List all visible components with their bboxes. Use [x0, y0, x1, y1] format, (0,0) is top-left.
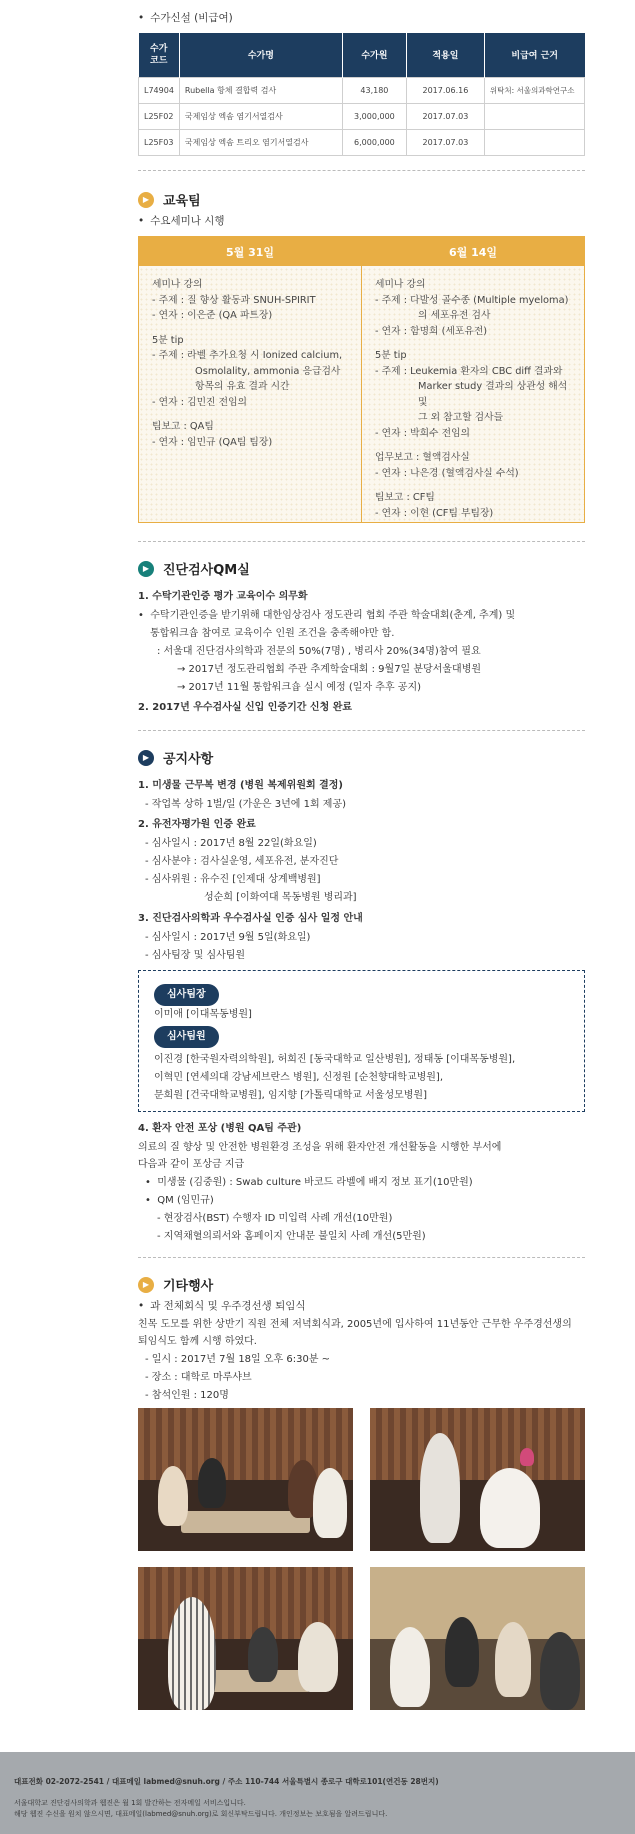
seminar-line: Osmolality, ammonia 응급검사 — [195, 365, 341, 377]
divider — [138, 170, 585, 171]
seminar-line: - 연자 : 김민진 전임의 — [152, 396, 248, 408]
event-photo — [370, 1567, 585, 1710]
seminar-line: - 연자 : 이은준 (QA 파트장) — [152, 310, 273, 321]
seminar-line: - 주제 : 라벨 추가요청 시 Ionized calcium, — [152, 350, 343, 361]
review-member-line: 문희원 [건국대학교병원], 임지향 [가톨릭대학교 서울성모병원] — [154, 1090, 427, 1101]
table-row — [139, 77, 585, 103]
review-lead: 이미애 [이대목동병원] — [154, 1009, 252, 1020]
seminar-line: 그 외 참고할 검사들 — [418, 412, 504, 423]
notice-line: - 심사팀장 및 심사팀원 — [145, 950, 246, 961]
table-cell — [484, 129, 584, 155]
notice-heading-3: 3. 진단검사의학과 우수검사실 인증 심사 일정 안내 — [138, 913, 363, 924]
footer — [0, 1752, 635, 1834]
seminar-line: 5분 tip — [375, 350, 407, 361]
table-cell: 6,000,000 — [342, 129, 406, 155]
qm-section-title — [138, 559, 250, 578]
seminar-line: 팀보고 : CF팀 — [375, 492, 435, 503]
seminar-line: - 연자 : 나은경 (혈액검사실 수석) — [375, 467, 519, 479]
seminar-body-left — [139, 266, 361, 450]
review-team-box — [138, 970, 585, 1112]
notice-line-text: QM (임민규) — [157, 1195, 214, 1206]
notice-heading-2: 2. 유전자평가원 인증 완료 — [138, 819, 256, 830]
edu-title-text: 교육팀 — [163, 194, 201, 209]
footer-note: 서울대학교 진단검사의학과 웹진은 월 1회 발간하는 전자메일 서비스입니다. — [14, 1799, 246, 1807]
qm-line-text: 수탁기관인증을 받기위해 대한임상검사 정도관리 협회 주관 학술대회(춘계, 추계) 및 — [150, 610, 516, 621]
notice-line-text: 미생물 (김중원) : Swab culture 바코드 라벨에 배지 정보 표기(10만원) — [157, 1177, 473, 1188]
etc-line: - 일시 : 2017년 7월 18일 오후 6:30분 ~ — [145, 1354, 331, 1365]
etc-line: 친목 도모를 위한 상반기 직원 전체 저녁회식과, 2005년에 입사하여 11년동안 근무한 우주경선생의 — [138, 1319, 572, 1330]
qm-line: : 서울대 진단검사의학과 전문의 50%(7명) , 병리사 20%(34명)참여 필요 — [157, 646, 481, 657]
notice-title-text: 공지사항 — [163, 752, 214, 767]
seminar-line — [152, 324, 349, 333]
chevron-right-icon: ▶ — [138, 192, 154, 208]
seminar-col-right — [361, 237, 584, 522]
notice-line: - 심사분야 : 검사실운영, 세포유전, 분자진단 — [145, 856, 339, 867]
fee-table — [138, 33, 585, 156]
bullet-icon: • — [145, 1195, 158, 1206]
notice-heading-4: 4. 환자 안전 포상 (병원 QA팀 주관) — [138, 1123, 302, 1134]
table-cell: L25F02 — [139, 103, 180, 129]
notice-line: - 작업복 상하 1벌/일 (가운은 3년에 1회 제공) — [145, 799, 347, 810]
notice-line: - 심사일시 : 2017년 9월 5일(화요일) — [145, 932, 311, 943]
fee-header-name: 수가명 — [179, 33, 342, 77]
seminar-line — [375, 481, 572, 490]
event-photo — [370, 1408, 585, 1551]
notice-heading-1: 1. 미생물 근무복 변경 (병원 복제위원회 결정) — [138, 780, 344, 791]
review-member-line: 이진경 [한국원자력의학원], 허희진 [동국대학교 일산병원], 정태동 [이대목동병원], — [154, 1054, 516, 1065]
etc-line: - 장소 : 대학로 마루샤브 — [145, 1372, 252, 1383]
bullet-icon: • — [138, 610, 151, 621]
review-lead-badge: 심사팀장 — [154, 984, 219, 1006]
footer-contact-text: 대표전화 02-2072-2541 / 대표메일 labmed@snuh.org / 주소 110-744 서울특별시 종로구 대학로101(연건동 28번지) — [14, 1777, 439, 1786]
divider — [138, 1257, 585, 1258]
qm-line — [138, 607, 515, 625]
seminar-line: 5분 tip — [152, 334, 184, 346]
notice-line: 의료의 질 향상 및 안전한 병원환경 조성을 위해 환자안전 개선활동을 시행한 부서에 — [138, 1142, 502, 1153]
seminar-line — [375, 339, 572, 348]
review-member-badge: 심사팀원 — [154, 1026, 219, 1048]
seminar-line: 세미나 강의 — [152, 279, 203, 290]
seminar-col-left — [139, 237, 361, 522]
notice-line: - 현장검사(BST) 수행자 ID 미입력 사례 개선(10만원) — [157, 1213, 393, 1224]
seminar-line: - 연자 : 함명희 (세포유전) — [375, 325, 488, 337]
seminar-body-right — [362, 266, 584, 521]
etc-line: 퇴임식도 함께 시행 하였다. — [138, 1336, 257, 1347]
seminar-box — [138, 236, 585, 523]
seminar-line — [375, 441, 572, 450]
qm-heading-1: 1. 수탁기관인증 평가 교육이수 의무화 — [138, 591, 308, 602]
table-cell: 2017.07.03 — [406, 129, 484, 155]
event-photo — [138, 1408, 353, 1551]
qm-line: → 2017년 정도관리협회 주관 추계학술대회 : 9월7일 분당서울대병원 — [177, 664, 482, 675]
table-cell — [484, 103, 584, 129]
qm-line: 통합워크숍 참여로 교육이수 인원 조건을 충족해야만 함. — [150, 628, 395, 639]
bullet-icon: • — [145, 1177, 158, 1188]
seminar-line: - 연자 : 임민규 (QA팀 팀장) — [152, 436, 273, 448]
fee-header-code: 수가 코드 — [139, 33, 180, 77]
seminar-line: - 주제 : 질 향상 활동과 SNUH-SPIRIT — [152, 294, 316, 306]
seminar-line: - 주제 : Leukemia 환자의 CBC diff 결과와 — [375, 365, 563, 377]
fee-header-basis: 비급여 근거 — [484, 33, 584, 77]
table-cell: 국제임상 엑솜 트리오 염기서열검사 — [179, 129, 342, 155]
seminar-line: 업무보고 : 혈액검사실 — [375, 452, 470, 463]
table-cell: 국제임상 엑솜 염기서열검사 — [179, 103, 342, 129]
notice-line — [145, 1174, 473, 1192]
divider — [138, 541, 585, 542]
fee-section-title: • 수가신설 (비급여) — [138, 10, 233, 25]
footer-contact — [14, 1776, 635, 1788]
event-photo — [138, 1567, 353, 1710]
seminar-date-right: 6월 14일 — [362, 237, 584, 266]
seminar-line: - 주제 : 다발성 골수종 (Multiple myeloma) — [375, 294, 569, 306]
footer-note: 해당 웹진 수신을 원치 않으시면, 대표메일(labmed@snuh.org)로 회신부탁드립니다. 개인정보는 보호됨을 알려드립니다. — [14, 1810, 388, 1818]
chevron-right-icon: ▶ — [138, 750, 154, 766]
notice-line: - 지역채혈의뢰서와 홈페이지 안내문 불일치 사례 개선(5만원) — [157, 1231, 426, 1242]
table-cell: 3,000,000 — [342, 103, 406, 129]
seminar-line: - 연자 : 이현 (CF팀 부팀장) — [375, 507, 494, 519]
table-cell: 위탁처: 서울의과학연구소 — [484, 77, 584, 103]
etc-subtitle: • 과 전체회식 및 우주경선생 퇴임식 — [138, 1298, 306, 1313]
seminar-line: 팀보고 : QA팀 — [152, 421, 214, 432]
table-row — [139, 129, 585, 155]
seminar-line: 항목의 유효 결과 시간 — [195, 381, 290, 392]
seminar-line: Marker study 결과의 상관성 해석 및 — [418, 381, 568, 408]
seminar-line — [152, 410, 349, 419]
etc-title-text: 기타행사 — [163, 1279, 214, 1294]
notice-line: 성순희 [이화여대 목동병원 병리과] — [204, 892, 357, 903]
edu-subtitle: • 수요세미나 시행 — [138, 213, 225, 228]
edu-section-title — [138, 190, 201, 209]
qm-title-text: 진단검사QM실 — [163, 563, 250, 578]
table-row — [139, 103, 585, 129]
qm-line: → 2017년 11월 통합워크숍 실시 예정 (일자 추후 공지) — [177, 682, 422, 693]
notice-section-title — [138, 748, 213, 767]
notice-line: - 심사위원 : 유수진 [인제대 상계백병원] — [145, 874, 321, 885]
chevron-right-icon: ▶ — [138, 561, 154, 577]
review-member-line: 이혁민 [연세의대 강남세브란스 병원], 신정원 [순천향대학교병원], — [154, 1072, 444, 1083]
notice-line: 다음과 같이 포상금 지급 — [138, 1159, 245, 1170]
divider — [138, 730, 585, 731]
seminar-date-left: 5월 31일 — [139, 237, 361, 266]
qm-heading-2: 2. 2017년 우수검사실 신입 인증기간 신청 완료 — [138, 702, 353, 713]
table-cell: 43,180 — [342, 77, 406, 103]
seminar-line: 의 세포유전 검사 — [418, 310, 491, 321]
chevron-right-icon: ▶ — [138, 1277, 154, 1293]
fee-header-price: 수가원 — [342, 33, 406, 77]
table-cell: L74904 — [139, 77, 180, 103]
seminar-line: 세미나 강의 — [375, 279, 426, 290]
etc-section-title — [138, 1275, 213, 1294]
table-cell: 2017.06.16 — [406, 77, 484, 103]
fee-header-date: 적용일 — [406, 33, 484, 77]
notice-line — [145, 1192, 214, 1210]
table-cell: Rubella 항체 결합력 검사 — [179, 77, 342, 103]
etc-line: - 참석인원 : 120명 — [145, 1390, 229, 1401]
seminar-line: - 연자 : 박희수 전임의 — [375, 427, 471, 439]
table-cell: 2017.07.03 — [406, 103, 484, 129]
table-cell: L25F03 — [139, 129, 180, 155]
notice-line: - 심사일시 : 2017년 8월 22일(화요일) — [145, 838, 317, 849]
